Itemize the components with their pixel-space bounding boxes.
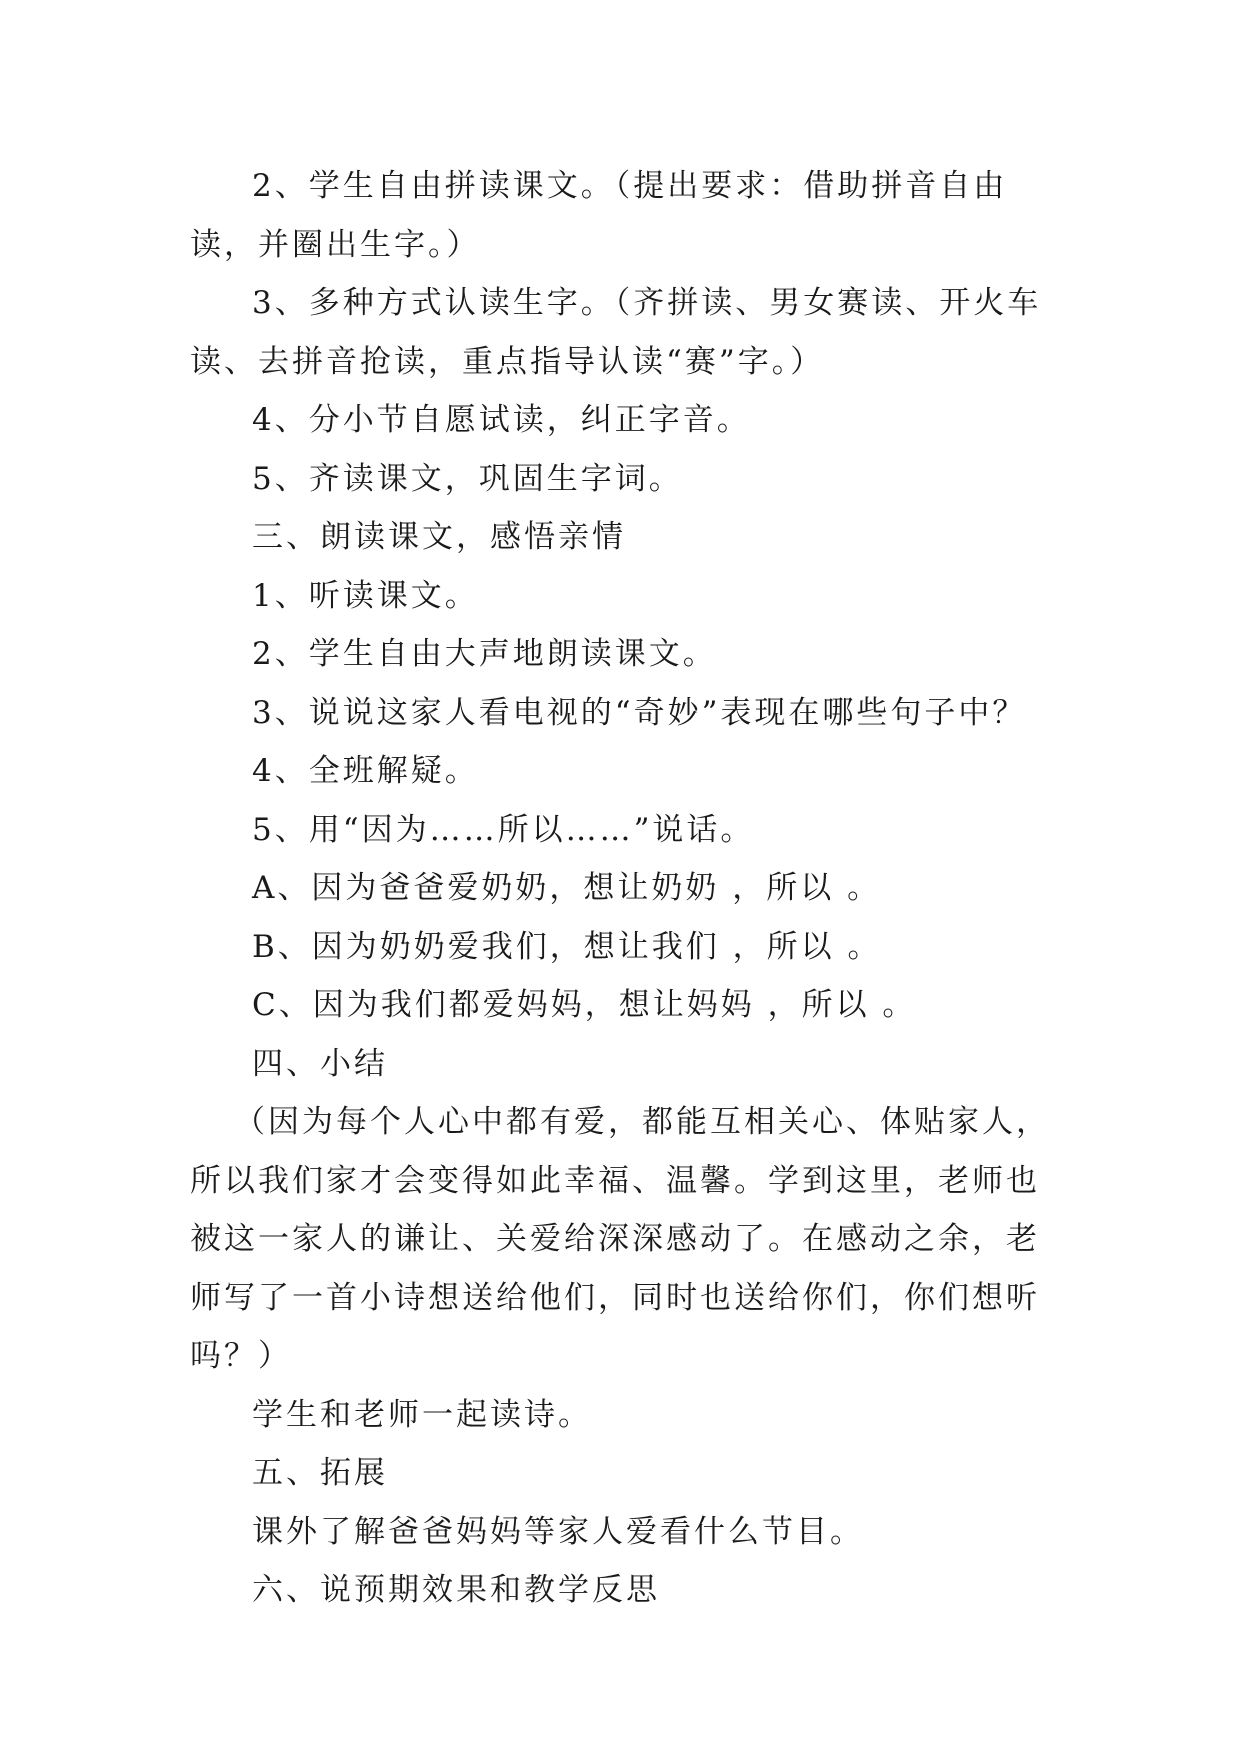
paragraph-step-2-free-reading: 2、学生自由拼读课文。（提出要求：借助拼音自由读，并圈出生字。） [190,168,1008,263]
section-heading-5: 五、拓展 [252,1455,388,1491]
exercise-item-b: B、因为奶奶爱我们，想让我们 ，所以 。 [252,928,882,965]
exercise-item-c: C、因为我们都爱妈妈，想让妈妈 ，所以 。 [252,987,917,1023]
paragraph-step-4-class-qa: 4、全班解疑。 [252,753,479,789]
paragraph-read-poem: 学生和老师一起读诗。 [252,1396,592,1433]
document-body [190,157,1070,1620]
exercise-item-a: A、因为爸爸爱奶奶，想让奶奶 ，所以 。 [252,870,882,906]
paragraph-step-5-sentence-pattern: 5、用“因为……所以……”说话。 [252,811,755,848]
section-heading-6: 六、说预期效果和教学反思 [252,1572,660,1608]
paragraph-step-2-read-aloud: 2、学生自由大声地朗读课文。 [252,636,717,672]
paragraph-step-1-listen: 1、听读课文。 [252,577,479,614]
paragraph-summary: （因为每个人心中都有爱，都能互相关心、体贴家人，所以我们家才会变得如此幸福、温馨。学到这里，老师也被这一家人的谦让、关爱给深深感动了。在感动之余，老师写了一首小诗想送给他们，同时也送给你们，你们想听吗？） [190,1104,1050,1374]
section-heading-3: 三、朗读课文，感悟亲情 [252,519,626,555]
paragraph-step-4-section-reading: 4、分小节自愿试读，纠正字音。 [252,402,751,438]
paragraph-step-5-group-reading: 5、齐读课文，巩固生字词。 [252,460,683,497]
paragraph-step-3-discussion: 3、说说这家人看电视的“奇妙”表现在哪些句子中？ [252,694,1027,731]
paragraph-extension: 课外了解爸爸妈妈等家人爱看什么节目。 [252,1513,864,1550]
paragraph-step-3-character-recognition: 3、多种方式认读生字。（齐拼读、男女赛读、开火车读、去拼音抢读，重点指导认读“赛”字。） [190,285,1042,380]
section-heading-4: 四、小结 [252,1045,388,1082]
